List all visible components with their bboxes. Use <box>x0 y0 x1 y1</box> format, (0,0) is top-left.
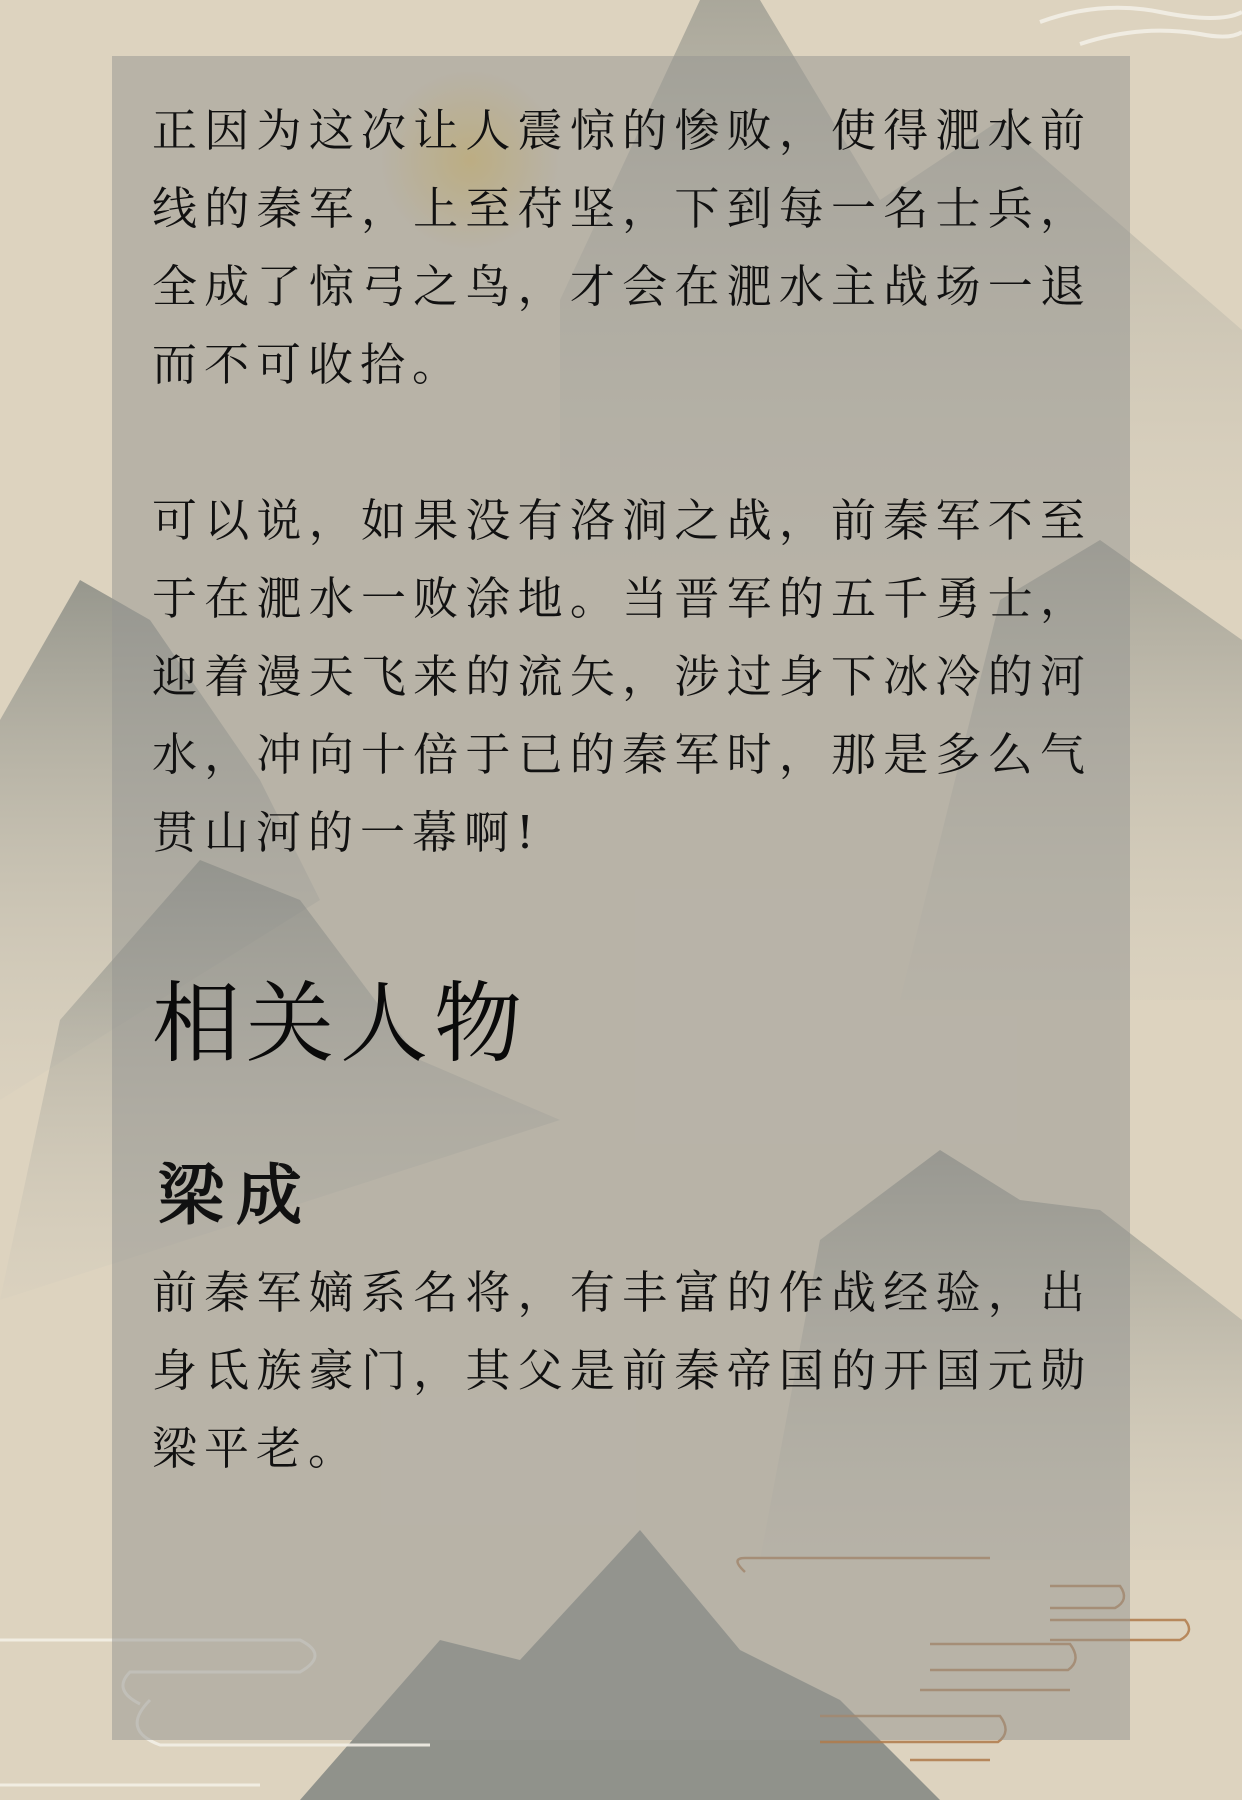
person-name: 梁成 <box>158 1156 314 1234</box>
section-title: 相关人物 <box>152 972 529 1075</box>
article-content <box>152 92 1092 1488</box>
person-description: 前秦军嫡系名将，有丰富的作战经验，出身氐族豪门，其父是前秦帝国的开国元勋梁平老。 <box>152 1266 1092 1475</box>
paragraph-1: 正因为这次让人震惊的惨败，使得淝水前线的秦军，上至苻坚，下到每一名士兵，全成了惊弓之鸟，才会在淝水主战场一退而不可收拾。 <box>152 104 1092 391</box>
paragraph-2: 可以说，如果没有洛涧之战，前秦军不至于在淝水一败涂地。当晋军的五千勇士，迎着漫天飞来的流矢，涉过身下冰冷的河水，冲向十倍于已的秦军时，那是多么气贯山河的一幕啊! <box>152 494 1092 859</box>
cloud-scrolls-top <box>1040 8 1242 44</box>
